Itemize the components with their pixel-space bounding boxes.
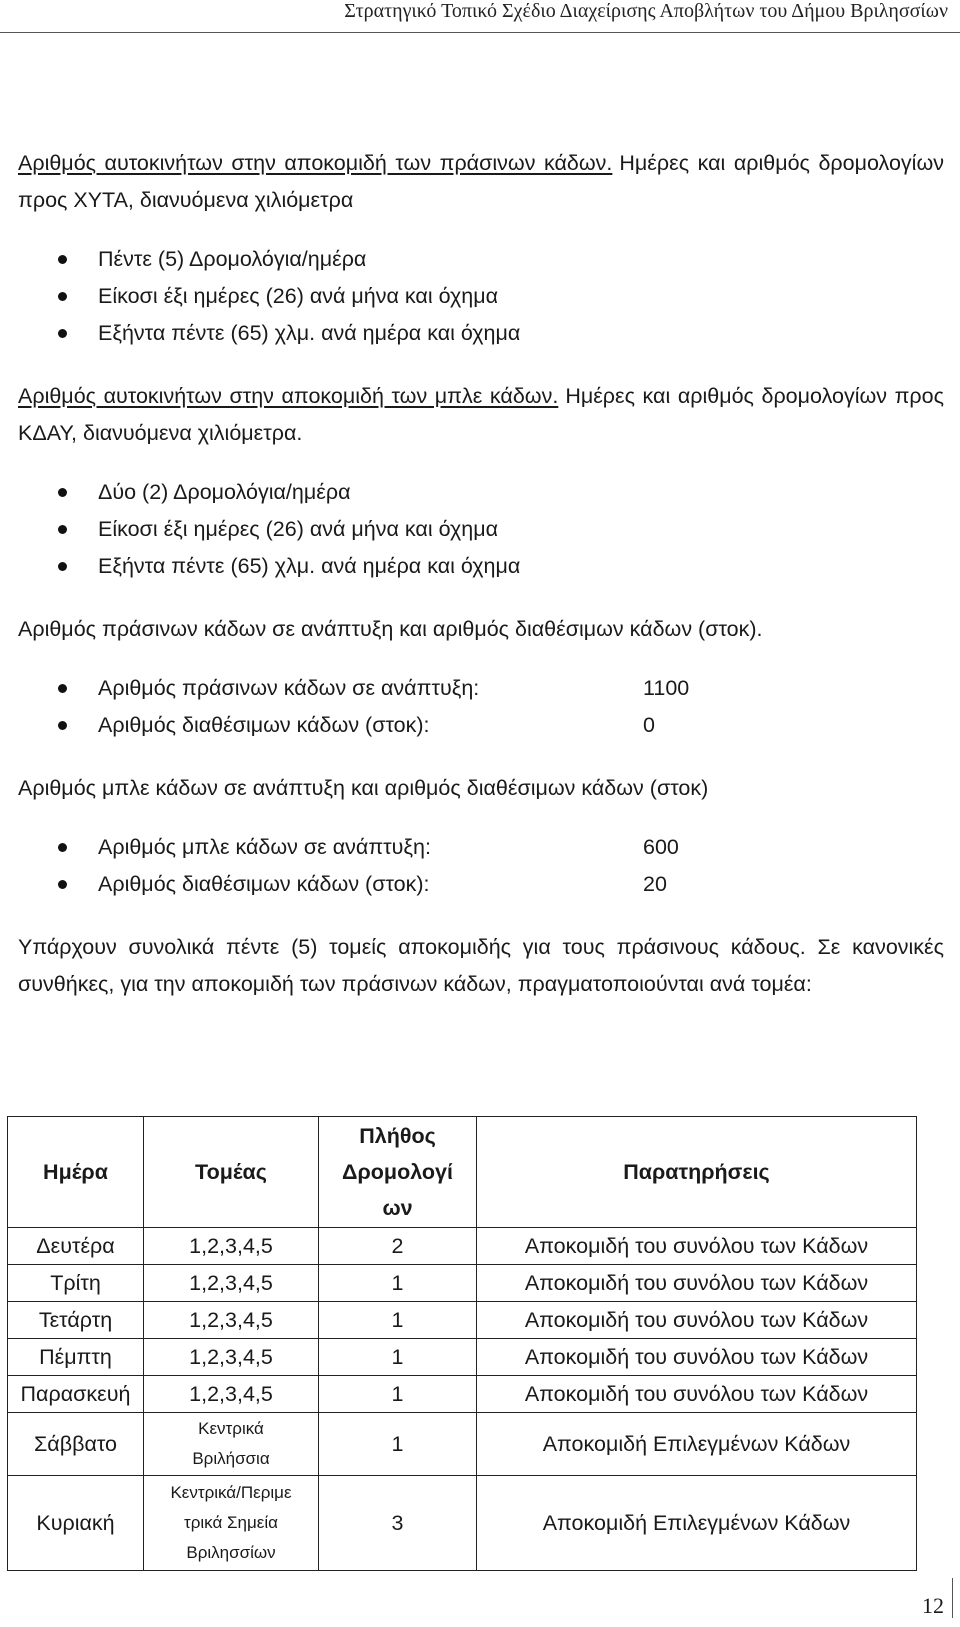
section3-list [18,670,944,744]
section1-underlined: Αριθμός αυτοκινήτων στην αποκομιδή των πράσινων κάδων. [18,151,613,175]
section5-paragraph: Υπάρχουν συνολικά πέντε (5) τομείς αποκομιδής για τους πράσινους κάδους. Σε κανονικές συνθήκες, για την αποκομιδή των πράσινων κάδων, πραγματοποιούνται ανά τομέα: [18,935,944,996]
list-item: Αριθμός πράσινων κάδων σε ανάπτυξη: 1100 [18,670,944,707]
footer-rule [952,1578,953,1618]
section2-paragraph [18,378,944,452]
section1-list [18,241,944,352]
page-number: 12 [922,1593,944,1618]
header-rule [0,32,960,33]
list-item: Εξήντα πέντε (65) χλμ. ανά ημέρα και όχημα [18,315,944,352]
collection-schedule-table [7,1116,917,1571]
table-row: Τρίτη 1,2,3,4,5 1 Αποκομιδή του συνόλου των Κάδων [8,1265,917,1302]
blue-bins-deployed-value: 600 [643,835,679,859]
section2-underlined: Αριθμός αυτοκινήτων στην αποκομιδή των μπλε κάδων. [18,384,559,408]
bullet-icon [58,525,67,534]
table-row: Τετάρτη 1,2,3,4,5 1 Αποκομιδή του συνόλου των Κάδων [8,1302,917,1339]
bullet-icon [58,843,67,852]
table-row: Σάββατο Κεντρικά Βριλήσσια 1 Αποκομιδή Επιλεγμένων Κάδων [8,1413,917,1476]
list-item: Είκοσι έξι ημέρες (26) ανά μήνα και όχημα [18,278,944,315]
list-item: Αριθμός διαθέσιμων κάδων (στοκ): 0 [18,707,944,744]
green-bins-stock-value: 0 [643,713,655,737]
document-body [18,145,944,1003]
list-item: Αριθμός διαθέσιμων κάδων (στοκ): 20 [18,866,944,903]
section4-list [18,829,944,903]
section2-rest: Ημέρες και αριθμός δρομολογίων προς ΚΔΑΥ, διανυόμενα χιλιόμετρα. [18,384,944,445]
section1-rest: Ημέρες και αριθμός δρομολογίων προς ΧΥΤΑ, διανυόμενα χιλιόμετρα [18,151,944,212]
sector-cell: Κεντρικά Βριλήσσια [144,1413,319,1476]
table-row: Πέμπτη 1,2,3,4,5 1 Αποκομιδή του συνόλου των Κάδων [8,1339,917,1376]
sector-cell: Κεντρικά/Περιμε τρικά Σημεία Βριλησσίων [144,1476,319,1571]
table-header-row [8,1117,917,1228]
table-row: Δευτέρα 1,2,3,4,5 2 Αποκομιδή του συνόλου των Κάδων [8,1228,917,1265]
table-row: Κυριακή Κεντρικά/Περιμε τρικά Σημεία Βριλησσίων 3 Αποκομιδή Επιλεγμένων Κάδων [8,1476,917,1571]
bullet-icon [58,880,67,889]
bullet-icon [58,562,67,571]
running-header: Στρατηγικό Τοπικό Σχέδιο Διαχείρισης Αποβλήτων του Δήμου Βριλησσίων [344,0,948,22]
bullet-icon [58,329,67,338]
bullet-icon [58,721,67,730]
list-item: Δύο (2) Δρομολόγια/ημέρα [18,474,944,511]
list-item: Αριθμός μπλε κάδων σε ανάπτυξη: 600 [18,829,944,866]
header-routes: Πλήθος Δρομολογί ων [319,1117,477,1228]
green-bins-deployed-value: 1100 [643,676,690,700]
list-item: Είκοσι έξι ημέρες (26) ανά μήνα και όχημα [18,511,944,548]
bullet-icon [58,488,67,497]
bullet-icon [58,684,67,693]
blue-bins-stock-value: 20 [643,872,667,896]
header-day: Ημέρα [8,1117,144,1228]
section1-paragraph [18,145,944,219]
header-sector: Τομέας [144,1117,319,1228]
table-row: Παρασκευή 1,2,3,4,5 1 Αποκομιδή του συνόλου των Κάδων [8,1376,917,1413]
section4-heading: Αριθμός μπλε κάδων σε ανάπτυξη και αριθμός διαθέσιμων κάδων (στοκ) [18,776,709,800]
bullet-icon [58,255,67,264]
section3-heading: Αριθμός πράσινων κάδων σε ανάπτυξη και αριθμός διαθέσιμων κάδων (στοκ). [18,617,763,641]
list-item: Εξήντα πέντε (65) χλμ. ανά ημέρα και όχημα [18,548,944,585]
header-notes: Παρατηρήσεις [477,1117,917,1228]
list-item: Πέντε (5) Δρομολόγια/ημέρα [18,241,944,278]
bullet-icon [58,292,67,301]
section2-list [18,474,944,585]
